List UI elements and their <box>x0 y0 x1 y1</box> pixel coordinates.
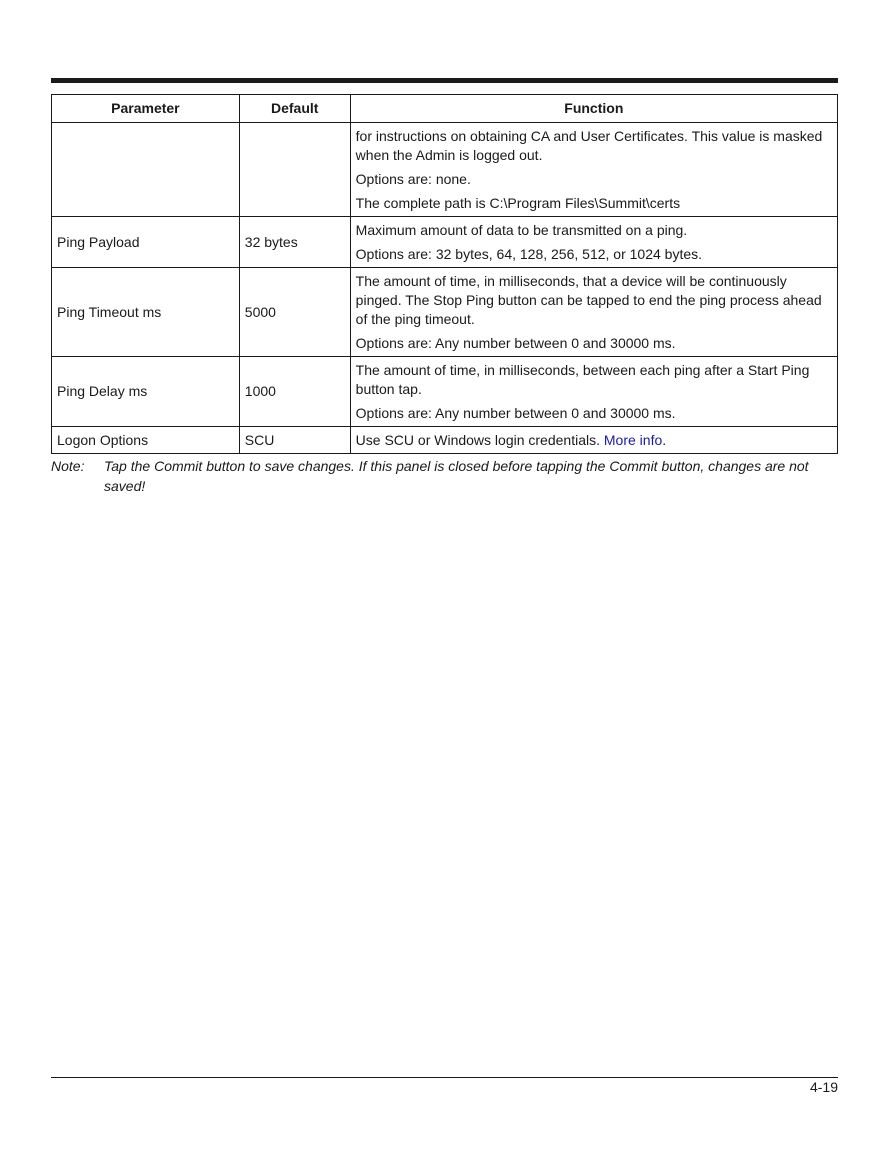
function-cell <box>350 357 837 427</box>
default-cell: 32 bytes <box>239 217 350 268</box>
parameter-cell <box>52 123 240 217</box>
parameter-cell: Ping Delay ms <box>52 357 240 427</box>
table-row <box>52 427 838 454</box>
function-options: Options are: Any number between 0 and 30000 ms. <box>355 334 676 351</box>
header-function: Function <box>350 95 837 123</box>
function-options: Options are: 32 bytes, 64, 128, 256, 512, or 1024 bytes. <box>355 245 703 262</box>
function-options: Options are: none. <box>355 170 471 187</box>
function-cell <box>350 217 837 268</box>
table-row <box>52 268 838 357</box>
parameter-cell: Ping Payload <box>52 217 240 268</box>
note-text: Tap the Commit button to save changes. If this panel is closed before tapping the Commit button, changes are not saved! <box>104 458 809 494</box>
function-text: The amount of time, in milliseconds, between each ping after a Start Ping button tap. <box>355 361 810 397</box>
function-period: . <box>662 431 667 448</box>
function-text: Use SCU or Windows login credentials. <box>355 431 604 448</box>
page-number: 4-19 <box>809 1079 838 1095</box>
note <box>51 457 838 496</box>
function-cell <box>350 427 837 454</box>
parameter-table <box>51 94 838 454</box>
top-rule <box>51 78 838 83</box>
note-label: Note: <box>51 458 85 474</box>
table-row <box>52 123 838 217</box>
function-text: for instructions on obtaining CA and User Certificates. This value is masked when the Admin is logged out. <box>355 127 823 163</box>
default-cell: 1000 <box>239 357 350 427</box>
parameter-cell: Ping Timeout ms <box>52 268 240 357</box>
function-text: Maximum amount of data to be transmitted on a ping. <box>355 221 688 238</box>
function-cell <box>350 268 837 357</box>
function-text: The amount of time, in milliseconds, that a device will be continuously pinged. The Stop Ping button can be tapped to end the ping process ahead of the ping timeout. <box>355 272 822 327</box>
more-info-link[interactable]: More info <box>603 431 663 448</box>
header-parameter: Parameter <box>52 95 240 123</box>
default-cell <box>239 123 350 217</box>
default-cell: SCU <box>239 427 350 454</box>
header-default: Default <box>239 95 350 123</box>
table-row <box>52 357 838 427</box>
function-cell <box>350 123 837 217</box>
function-options: Options are: Any number between 0 and 30000 ms. <box>355 404 676 421</box>
default-cell: 5000 <box>239 268 350 357</box>
function-path: The complete path is C:\Program Files\Summit\certs <box>355 194 681 211</box>
footer-rule <box>51 1077 838 1078</box>
parameter-cell: Logon Options <box>52 427 240 454</box>
table-row <box>52 217 838 268</box>
table-header-row <box>52 95 838 123</box>
